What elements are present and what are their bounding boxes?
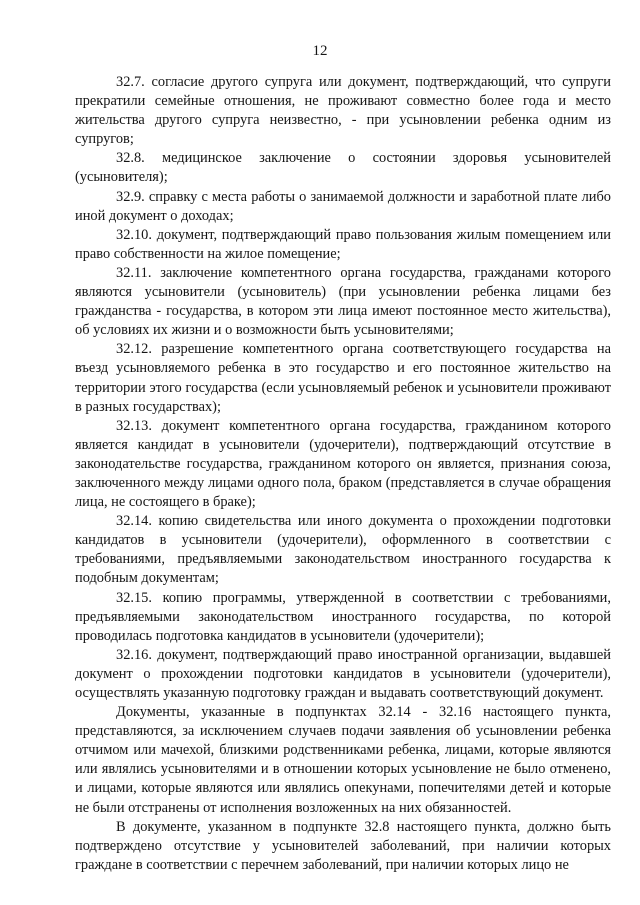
paragraph-32-8: 32.8. медицинское заключение о состоянии здоровья усыновителей (усыновителя); — [75, 150, 611, 186]
paragraph-32-9: 32.9. справку с места работы о занимаемой должности и заработной плате либо иной документ о доходах; — [75, 188, 611, 224]
paragraph-32-11: 32.11. заключение компетентного органа государства, гражданами которого являются усыновители (усыновитель) (при усыновлении ребенка лицами без гражданства - государства, в котором эти лица имеют постоянное место жительства), об условиях их жизни и о возможности быть усыновителями; — [75, 264, 611, 339]
page-number: 12 — [312, 43, 328, 59]
paragraph-32-10: 32.10. документ, подтверждающий право пользования жилым помещением или право собственности на жилое помещение; — [75, 226, 611, 262]
paragraph-32-12: 32.12. разрешение компетентного органа соответствующего государства на въезд усыновляемого ребенка в это государство и его постоянное жительство на территории этого государства (если усыновляемый ребенок и усыновители проживают в разных государствах); — [75, 341, 611, 415]
paragraph-32-7: 32.7. согласие другого супруга или документ, подтверждающий, что супруги прекратили семейные отношения, не проживают совместно более года и место жительства другого супруга неизвестно, - при усыновлении ребенка одним из супругов; — [75, 74, 611, 148]
paragraph-32-13: 32.13. документ компетентного органа государства, гражданином которого является кандидат в усыновители (удочерители), подтверждающий отсутствие в законодательстве государства, гражданином которого он является, признания союза, заключенного между лицами одного пола, браком (представляется в случае обращения лица, не состоящего в браке); — [75, 417, 611, 511]
document-body — [75, 73, 611, 875]
paragraph-documents-note: Документы, указанные в подпунктах 32.14 - 32.16 настоящего пункта, представляются, за исключением случаев подачи заявления об усыновлении ребенка отчимом или мачехой, близкими родственниками ребенка, лицами, которые являются или являлись усыновителями и в отношении которых усыновление не было отменено, и лицами, которые являются или являлись опекунами, попечителями детей и которые не были отстранены от исполнения возложенных на них обязанностей. — [75, 704, 611, 816]
paragraph-32-16: 32.16. документ, подтверждающий право иностранной организации, выдавшей документ о прохождении подготовки кандидатов в усыновители (удочерители), осуществлять указанную подготовку граждан и выдавать соответствующий документ. — [75, 646, 611, 701]
paragraph-32-14: 32.14. копию свидетельства или иного документа о прохождении подготовки кандидатов в усыновители (удочерители), оформленного в соответствии с требованиями, предъявляемыми законодательством иностранного государства к подобным документам; — [75, 513, 611, 587]
paragraph-medical-note: В документе, указанном в подпункте 32.8 настоящего пункта, должно быть подтверждено отсутствие у усыновителей заболеваний, при наличии которых граждане в соответствии с перечнем заболеваний, при наличии которых лицо не — [75, 818, 611, 873]
paragraph-32-15: 32.15. копию программы, утвержденной в соответствии с требованиями, предъявляемыми законодательством иностранного государства, по которой проводилась подготовка кандидатов в усыновители (удочерители); — [75, 589, 611, 644]
